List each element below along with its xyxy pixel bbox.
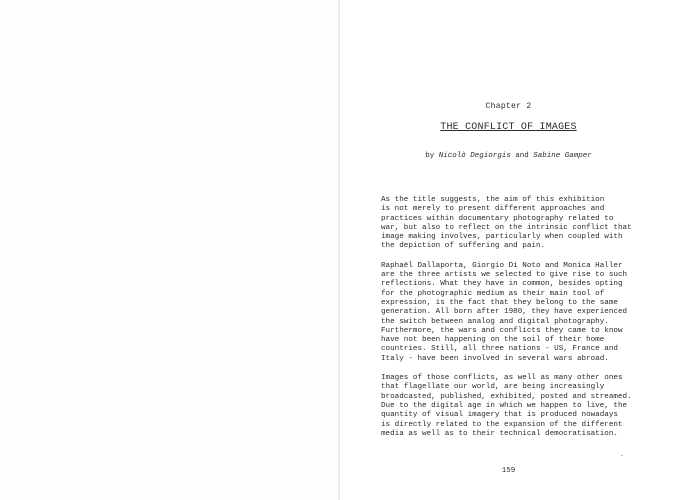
author-1: Nicolò Degiorgis <box>438 152 511 160</box>
chapter-title: THE CONFLICT OF IMAGES <box>440 122 577 133</box>
byline-prefix: by <box>425 152 439 160</box>
paragraph-1: As the title suggests, the aim of this exhibition is not merely to present different approaches and practices within documentary photography related to war, but also to reflect on the intrinsic conflict that image making involves, particularly when coupled with the depiction of suffering and pain. <box>381 196 632 251</box>
paragraph-2: Raphaël Dallaporta, Giorgio Di Noto and Monica Haller are the three artists we selected to give rise to such reflections. What they have in common, besides opting for the photographic medium as their main tool of expression, is the fact that they belong to the same generation. All born after 1980, they have experienced the switch between analog and digital photography. Furthermore, the wars and conflicts they came to know have not been happening on the soil of their home countries. Still, all three nations - US, France and Italy - have been involved in several wars abroad. <box>381 261 628 363</box>
paragraph-3: Images of those conflicts, as well as many other ones that flagellate our world, are being increasingly broadcasted, published, exhibited, posted and streamed. Due to the digital age in which we happen to live, the quantity of visual imagery that is produced nowadays is directly related to the expansion of the different media as well as to their technical democratisation. <box>381 374 632 438</box>
byline <box>340 152 677 160</box>
body-text <box>381 196 651 449</box>
chapter-label: Chapter 2 <box>485 102 532 111</box>
paper-speck <box>621 455 623 456</box>
byline-connector: and <box>510 152 534 160</box>
page-number: 159 <box>501 467 516 475</box>
author-2: Sabine Gamper <box>533 152 592 160</box>
